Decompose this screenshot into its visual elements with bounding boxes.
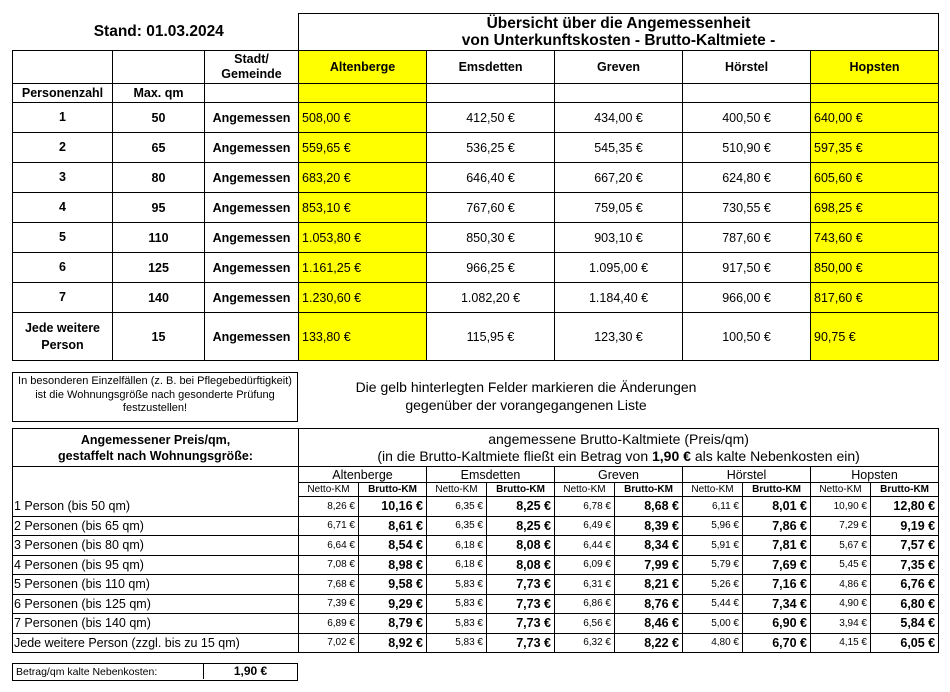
rent-value-cell: 133,80 € [299,313,427,361]
rent-value-cell: 1.161,25 € [299,253,427,283]
price-row [13,575,939,595]
netto-km-value: 6,89 € [299,614,359,634]
brutto-km-value: 9,58 € [359,575,427,595]
netto-km-value: 6,49 € [555,516,615,536]
netto-km-value: 5,44 € [683,594,743,614]
brutto-km-value: 7,35 € [871,555,939,575]
rent-value-cell: 759,05 € [555,193,683,223]
netto-km-value: 5,45 € [811,555,871,575]
brutto-km-value: 7,73 € [487,594,555,614]
bottom-city-emsdetten: Emsdetten [427,467,555,483]
netto-km-value: 3,94 € [811,614,871,634]
netto-km-value: 6,35 € [427,497,487,517]
rent-value-cell: 966,25 € [427,253,555,283]
brutto-km-value: 8,25 € [487,516,555,536]
overview-row [13,223,939,253]
netto-km-header: Netto-KM [299,483,359,497]
persons-cell: Jede weitere Person [13,313,113,361]
netto-km-value: 5,96 € [683,516,743,536]
brutto-km-value: 7,69 € [743,555,811,575]
rent-value-cell: 1.230,60 € [299,283,427,313]
netto-km-value: 7,39 € [299,594,359,614]
brutto-km-value: 7,99 € [615,555,683,575]
brutto-km-value: 8,54 € [359,536,427,556]
brutto-km-value: 8,79 € [359,614,427,634]
rent-value-cell: 683,20 € [299,163,427,193]
brutto-km-header: Brutto-KM [743,483,811,497]
brutto-km-value: 8,25 € [487,497,555,517]
rent-value-cell: 597,35 € [811,133,939,163]
price-row [13,555,939,575]
note-text: In besonderen Einzelfällen (z. B. bei Pflegebedürftigkeit) ist die Wohnungsgröße nach gesonderte Prüfung festzustellen! [18,375,292,414]
max-qm-cell: 125 [113,253,205,283]
overview-table [12,13,939,361]
price-row-label: 5 Personen (bis 110 qm) [13,575,299,595]
city-header-altenberge: Altenberge [299,51,427,84]
rent-value-cell: 115,95 € [427,313,555,361]
overview-row [13,253,939,283]
bottom-city-greven: Greven [555,467,683,483]
netto-km-value: 5,83 € [427,594,487,614]
netto-km-value: 6,18 € [427,555,487,575]
brutto-km-value: 8,22 € [615,633,683,653]
overview-row [13,283,939,313]
netto-km-value: 7,29 € [811,516,871,536]
price-row-label: 3 Personen (bis 80 qm) [13,536,299,556]
rent-value-cell: 698,25 € [811,193,939,223]
price-per-qm-table [12,428,939,653]
rent-value-cell: 1.095,00 € [555,253,683,283]
brutto-km-value: 8,98 € [359,555,427,575]
brutto-km-value: 6,80 € [871,594,939,614]
rent-value-cell: 545,35 € [555,133,683,163]
price-row [13,516,939,536]
brutto-km-header: Brutto-KM [871,483,939,497]
netto-km-value: 5,00 € [683,614,743,634]
overview-row [13,103,939,133]
brutto-km-value: 7,73 € [487,633,555,653]
bottom-right-header: angemessene Brutto-Kaltmiete (Preis/qm) (in die Brutto-Kaltmiete fließt ein Betrag von 1,90 € als kalte Nebenkosten ein) [299,429,939,467]
netto-km-value: 8,26 € [299,497,359,517]
brutto-km-value: 6,90 € [743,614,811,634]
brutto-km-value: 8,21 € [615,575,683,595]
rent-value-cell: 1.053,80 € [299,223,427,253]
netto-km-value: 6,64 € [299,536,359,556]
rent-value-cell: 624,80 € [683,163,811,193]
rent-value-cell: 536,25 € [427,133,555,163]
status-cell: Angemessen [205,223,299,253]
brutto-km-header: Brutto-KM [487,483,555,497]
rent-value-cell: 640,00 € [811,103,939,133]
bottom-city-altenberge: Altenberge [299,467,427,483]
nebenkosten-value: 1,90 € [203,664,297,679]
price-row-label: 6 Personen (bis 125 qm) [13,594,299,614]
price-row [13,633,939,653]
max-qm-header: Max. qm [113,84,205,103]
rent-value-cell: 412,50 € [427,103,555,133]
city-header-greven: Greven [555,51,683,84]
brutto-km-value: 8,61 € [359,516,427,536]
max-qm-cell: 110 [113,223,205,253]
brutto-km-value: 6,05 € [871,633,939,653]
netto-km-value: 4,86 € [811,575,871,595]
price-row [13,614,939,634]
brutto-km-value: 6,70 € [743,633,811,653]
netto-km-value: 5,91 € [683,536,743,556]
brutto-km-value: 8,76 € [615,594,683,614]
brutto-km-value: 8,08 € [487,536,555,556]
persons-cell: 7 [13,283,113,313]
status-cell: Angemessen [205,193,299,223]
rent-value-cell: 903,10 € [555,223,683,253]
stand-date: Stand: 01.03.2024 [93,22,224,40]
note-box [12,372,298,422]
brutto-km-value: 7,34 € [743,594,811,614]
status-cell: Angemessen [205,103,299,133]
price-row-label: 4 Personen (bis 95 qm) [13,555,299,575]
rent-value-cell: 850,30 € [427,223,555,253]
status-cell: Angemessen [205,253,299,283]
status-cell: Angemessen [205,283,299,313]
rent-value-cell: 917,50 € [683,253,811,283]
max-qm-cell: 80 [113,163,205,193]
netto-km-value: 5,79 € [683,555,743,575]
brutto-km-value: 6,76 € [871,575,939,595]
nebenkosten-label: Betrag/qm kalte Nebenkosten: [16,666,158,678]
price-row [13,536,939,556]
overview-row [13,313,939,361]
status-cell: Angemessen [205,163,299,193]
persons-cell: 4 [13,193,113,223]
price-row-label: 7 Personen (bis 140 qm) [13,614,299,634]
max-qm-cell: 95 [113,193,205,223]
brutto-km-value: 8,34 € [615,536,683,556]
brutto-km-value: 8,39 € [615,516,683,536]
netto-km-value: 5,67 € [811,536,871,556]
brutto-km-value: 9,19 € [871,516,939,536]
netto-km-value: 10,90 € [811,497,871,517]
brutto-km-value: 10,16 € [359,497,427,517]
persons-cell: 2 [13,133,113,163]
rent-value-cell: 1.082,20 € [427,283,555,313]
rent-value-cell: 850,00 € [811,253,939,283]
brutto-km-value: 8,46 € [615,614,683,634]
rent-value-cell: 559,65 € [299,133,427,163]
max-qm-cell: 65 [113,133,205,163]
city-header-emsdetten: Emsdetten [427,51,555,84]
persons-cell: 1 [13,103,113,133]
main-title: Übersicht über die Angemessenheit von Unterkunftskosten - Brutto-Kaltmiete - [299,14,939,51]
netto-km-value: 4,90 € [811,594,871,614]
brutto-km-value: 9,29 € [359,594,427,614]
rent-value-cell: 605,60 € [811,163,939,193]
rent-value-cell: 123,30 € [555,313,683,361]
netto-km-value: 5,83 € [427,633,487,653]
netto-km-value: 6,32 € [555,633,615,653]
city-header-hoerstel: Hörstel [683,51,811,84]
netto-km-value: 7,68 € [299,575,359,595]
netto-km-value: 7,02 € [299,633,359,653]
brutto-km-value: 7,16 € [743,575,811,595]
city-header-hopsten: Hopsten [811,51,939,84]
netto-km-value: 6,11 € [683,497,743,517]
netto-km-value: 4,80 € [683,633,743,653]
netto-km-value: 5,83 € [427,575,487,595]
rent-value-cell: 646,40 € [427,163,555,193]
rent-value-cell: 730,55 € [683,193,811,223]
brutto-km-value: 7,73 € [487,614,555,634]
max-qm-cell: 50 [113,103,205,133]
brutto-km-value: 7,86 € [743,516,811,536]
bottom-city-hopsten: Hopsten [811,467,939,483]
netto-km-value: 7,08 € [299,555,359,575]
status-cell: Angemessen [205,313,299,361]
price-row-label: 2 Personen (bis 65 qm) [13,516,299,536]
brutto-km-value: 7,81 € [743,536,811,556]
netto-km-value: 4,15 € [811,633,871,653]
max-qm-cell: 140 [113,283,205,313]
overview-row [13,133,939,163]
overview-row [13,193,939,223]
rent-value-cell: 100,50 € [683,313,811,361]
rent-value-cell: 90,75 € [811,313,939,361]
rent-value-cell: 510,90 € [683,133,811,163]
netto-km-header: Netto-KM [427,483,487,497]
price-row-label: 1 Person (bis 50 qm) [13,497,299,517]
legend-text: Die gelb hinterlegten Felder markieren die Änderungen gegenüber der vorangegangenen Liste [355,379,697,413]
stadt-gemeinde-header: Stadt/ Gemeinde [205,51,299,84]
brutto-km-value: 8,68 € [615,497,683,517]
brutto-km-value: 12,80 € [871,497,939,517]
netto-km-value: 6,18 € [427,536,487,556]
brutto-km-value: 8,92 € [359,633,427,653]
netto-km-value: 5,26 € [683,575,743,595]
persons-cell: 5 [13,223,113,253]
rent-value-cell: 508,00 € [299,103,427,133]
rent-value-cell: 966,00 € [683,283,811,313]
brutto-km-header: Brutto-KM [359,483,427,497]
status-cell: Angemessen [205,133,299,163]
rent-value-cell: 400,50 € [683,103,811,133]
netto-km-value: 6,71 € [299,516,359,536]
netto-km-value: 6,78 € [555,497,615,517]
brutto-km-header: Brutto-KM [615,483,683,497]
rent-value-cell: 767,60 € [427,193,555,223]
brutto-km-value: 7,73 € [487,575,555,595]
brutto-km-value: 8,01 € [743,497,811,517]
rent-value-cell: 434,00 € [555,103,683,133]
rent-value-cell: 787,60 € [683,223,811,253]
rent-value-cell: 1.184,40 € [555,283,683,313]
netto-km-value: 6,56 € [555,614,615,634]
rent-value-cell: 853,10 € [299,193,427,223]
brutto-km-value: 7,57 € [871,536,939,556]
persons-cell: 6 [13,253,113,283]
rent-value-cell: 743,60 € [811,223,939,253]
brutto-km-value: 5,84 € [871,614,939,634]
price-row-label: Jede weitere Person (zzgl. bis zu 15 qm) [13,633,299,653]
netto-km-header: Netto-KM [683,483,743,497]
price-row [13,497,939,517]
netto-km-header: Netto-KM [555,483,615,497]
netto-km-header: Netto-KM [811,483,871,497]
overview-row [13,163,939,193]
persons-cell: 3 [13,163,113,193]
netto-km-value: 6,35 € [427,516,487,536]
rent-value-cell: 667,20 € [555,163,683,193]
rent-value-cell: 817,60 € [811,283,939,313]
price-row [13,594,939,614]
netto-km-value: 6,09 € [555,555,615,575]
netto-km-value: 6,44 € [555,536,615,556]
personenzahl-header: Personenzahl [13,84,113,103]
netto-km-value: 6,86 € [555,594,615,614]
brutto-km-value: 8,08 € [487,555,555,575]
bottom-city-hoerstel: Hörstel [683,467,811,483]
netto-km-value: 6,31 € [555,575,615,595]
netto-km-value: 5,83 € [427,614,487,634]
max-qm-cell: 15 [113,313,205,361]
bottom-left-header: Angemessener Preis/qm, gestaffelt nach Wohnungsgröße: [13,429,299,467]
nebenkosten-box [12,663,298,681]
